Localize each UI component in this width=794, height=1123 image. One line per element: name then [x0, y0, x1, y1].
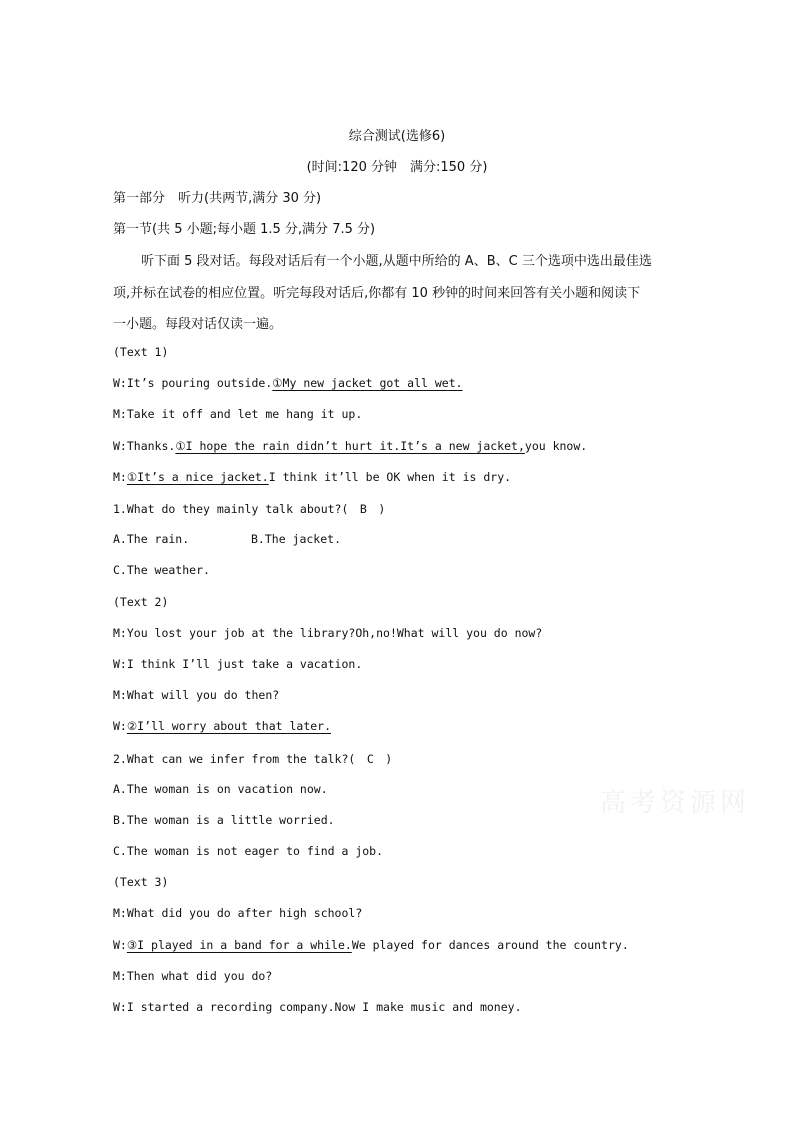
text1-line-1-underlined: ①My new jacket got all wet. [272, 376, 463, 390]
question-2: 2.What can we infer from the talk?( C ) [113, 752, 393, 766]
text2-line-2: W:I think I’ll just take a vacation. [113, 657, 363, 671]
text1-label: (Text 1) [113, 345, 169, 359]
text1-line-4-underlined: ①It’s a nice jacket. [126, 470, 269, 484]
text2-line-1: M:You lost your job at the library?Oh,no!What will you do now? [113, 626, 543, 640]
text2-line-4-plain: W: [113, 719, 127, 733]
watermark: 高考资源网 [600, 788, 751, 818]
text1-line-3 [113, 439, 587, 453]
text2-line-4 [113, 719, 331, 733]
text1-line-4-plain: M: [113, 470, 127, 484]
instruction-line-3: 一小题。每段对话仅读一遍。 [113, 317, 283, 332]
text3-line-4: W:I started a recording company.Now I make music and money. [113, 1000, 522, 1014]
text3-line-2 [113, 938, 629, 952]
section-heading: 第一节(共 5 小题;每小题 1.5 分,满分 7.5 分) [113, 222, 376, 237]
question-2-option-b: B.The woman is a little worried. [113, 813, 335, 827]
text3-line-3: M:Then what did you do? [113, 969, 273, 983]
text1-line-2: M:Take it off and let me hang it up. [113, 407, 363, 421]
text3-line-2-tail: We played for dances around the country. [351, 938, 629, 952]
text1-line-4 [113, 470, 511, 484]
text1-line-4-tail: I think it’ll be OK when it is dry. [268, 470, 512, 484]
text1-line-3-plain: W:Thanks. [113, 439, 176, 453]
text2-line-3: M:What will you do then? [113, 688, 280, 702]
question-1-option-a: A.The rain. [113, 532, 190, 546]
text1-line-3-tail: you know. [524, 439, 588, 453]
question-2-option-c: C.The woman is not eager to find a job. [113, 844, 384, 858]
page-title: 综合测试(选修6) [348, 129, 446, 144]
text1-line-1 [113, 376, 463, 390]
text2-line-4-underlined: ②I’ll worry about that later. [126, 719, 332, 733]
instruction-line-2: 项,并标在试卷的相应位置。听完每段对话后,你都有 10 秒钟的时间来回答有关小题和阅读下 [113, 286, 641, 301]
page-subtitle: (时间:120 分钟 满分:150 分) [306, 160, 488, 175]
text3-label: (Text 3) [113, 875, 169, 889]
question-1-option-c: C.The weather. [113, 563, 210, 577]
question-2-option-a: A.The woman is on vacation now. [113, 782, 328, 796]
text2-label: (Text 2) [113, 595, 169, 609]
text1-line-1-plain: W:It’s pouring outside. [113, 376, 273, 390]
instruction-line-1: 听下面 5 段对话。每段对话后有一个小题,从题中所给的 A、B、C 三个选项中选出最佳选 [141, 254, 652, 269]
text1-line-3-underlined: ①I hope the rain didn’t hurt it.It’s a new jacket, [175, 439, 525, 453]
part-heading: 第一部分 听力(共两节,满分 30 分) [113, 191, 322, 206]
question-1: 1.What do they mainly talk about?( B ) [113, 502, 386, 516]
text3-line-1: M:What did you do after high school? [113, 906, 363, 920]
text3-line-2-underlined: ③I played in a band for a while. [126, 938, 352, 952]
text3-line-2-plain: W: [113, 938, 127, 952]
question-1-option-b: B.The jacket. [251, 532, 342, 546]
